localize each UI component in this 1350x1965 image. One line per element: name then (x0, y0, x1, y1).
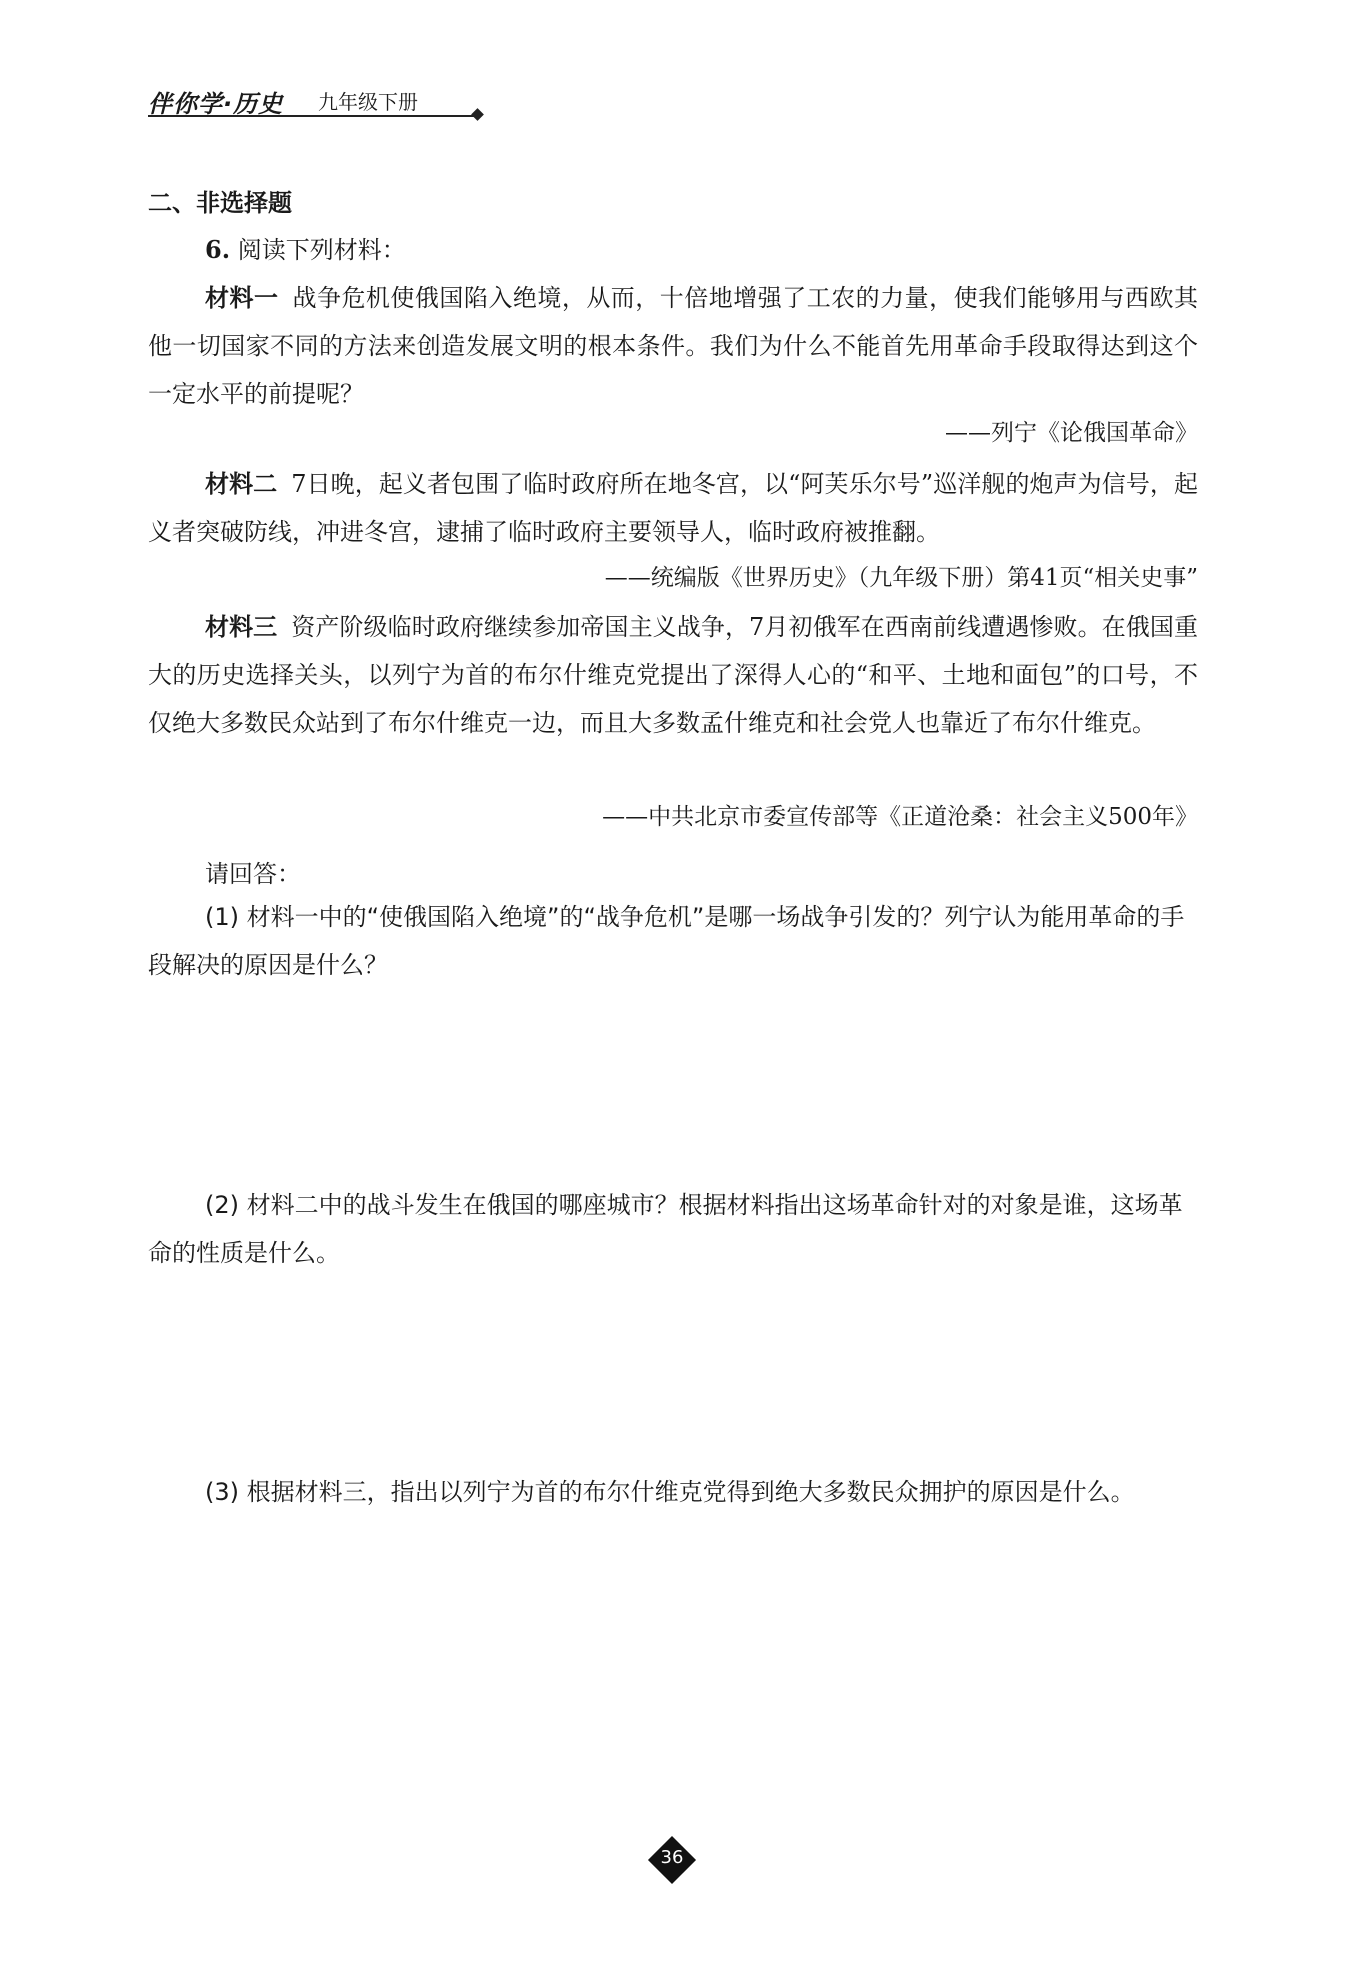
page-number: 36 (660, 1847, 684, 1868)
material-text: 战争危机使俄国陷入绝境，从而，十倍地增强了工农的力量，使我们能够用与西欧其他一切国家不同的方法来创造发展文明的根本条件。我们为什么不能首先用革命手段取得达到这个一定水平的前提呢？ (148, 284, 1199, 408)
material-label: 材料二 (205, 470, 278, 498)
material-2 (148, 460, 1198, 556)
material-1 (148, 274, 1198, 418)
question-intro: 阅读下列材料： (237, 236, 406, 264)
question-number: 6. (205, 235, 231, 264)
answer-prompt: 请回答： (205, 860, 301, 888)
material-3 (148, 603, 1198, 747)
page-header (148, 84, 488, 118)
material-2-source: ——统编版《世界历史》（九年级下册）第41页“相关史事” (604, 565, 1198, 591)
material-3-source: ——中共北京市委宣传部等《正道沧桑：社会主义500年》 (602, 804, 1198, 830)
section-title: 二、非选择题 (148, 189, 292, 217)
material-text: 资产阶级临时政府继续参加帝国主义战争，7月初俄军在西南前线遭遇惨败。在俄国重大的历史选择关头，以列宁为首的布尔什维克党提出了深得人心的“和平、土地和面包”的口号，不仅绝大多数民众站到了布尔什维克一边，而且大多数孟什维克和社会党人也靠近了布尔什维克。 (148, 613, 1198, 737)
material-text: 7日晚，起义者包围了临时政府所在地冬宫，以“阿芙乐尔号”巡洋舰的炮声为信号，起义者突破防线，冲进冬宫，逮捕了临时政府主要领导人，临时政府被推翻。 (148, 470, 1198, 546)
subquestion-1: (1) 材料一中的“使俄国陷入绝境”的“战争危机”是哪一场战争引发的？列宁认为能用革命的手段解决的原因是什么？ (148, 903, 1185, 979)
grade-label: 九年级下册 (318, 90, 418, 114)
page-number-badge (649, 1837, 695, 1883)
subquestion-3: (3) 根据材料三，指出以列宁为首的布尔什维克党得到绝大多数民众拥护的原因是什么。 (205, 1478, 1135, 1506)
brand-title: 伴你学·历史 (148, 90, 284, 118)
material-label: 材料一 (205, 284, 279, 312)
question-heading (205, 230, 406, 265)
material-1-source: ——列宁《论俄国革命》 (945, 420, 1198, 446)
diamond-icon (471, 108, 484, 121)
header-rule (148, 115, 478, 117)
material-label: 材料三 (205, 613, 278, 641)
subquestion-2: (2) 材料二中的战斗发生在俄国的哪座城市？根据材料指出这场革命针对的对象是谁，这场革命的性质是什么。 (148, 1191, 1183, 1267)
